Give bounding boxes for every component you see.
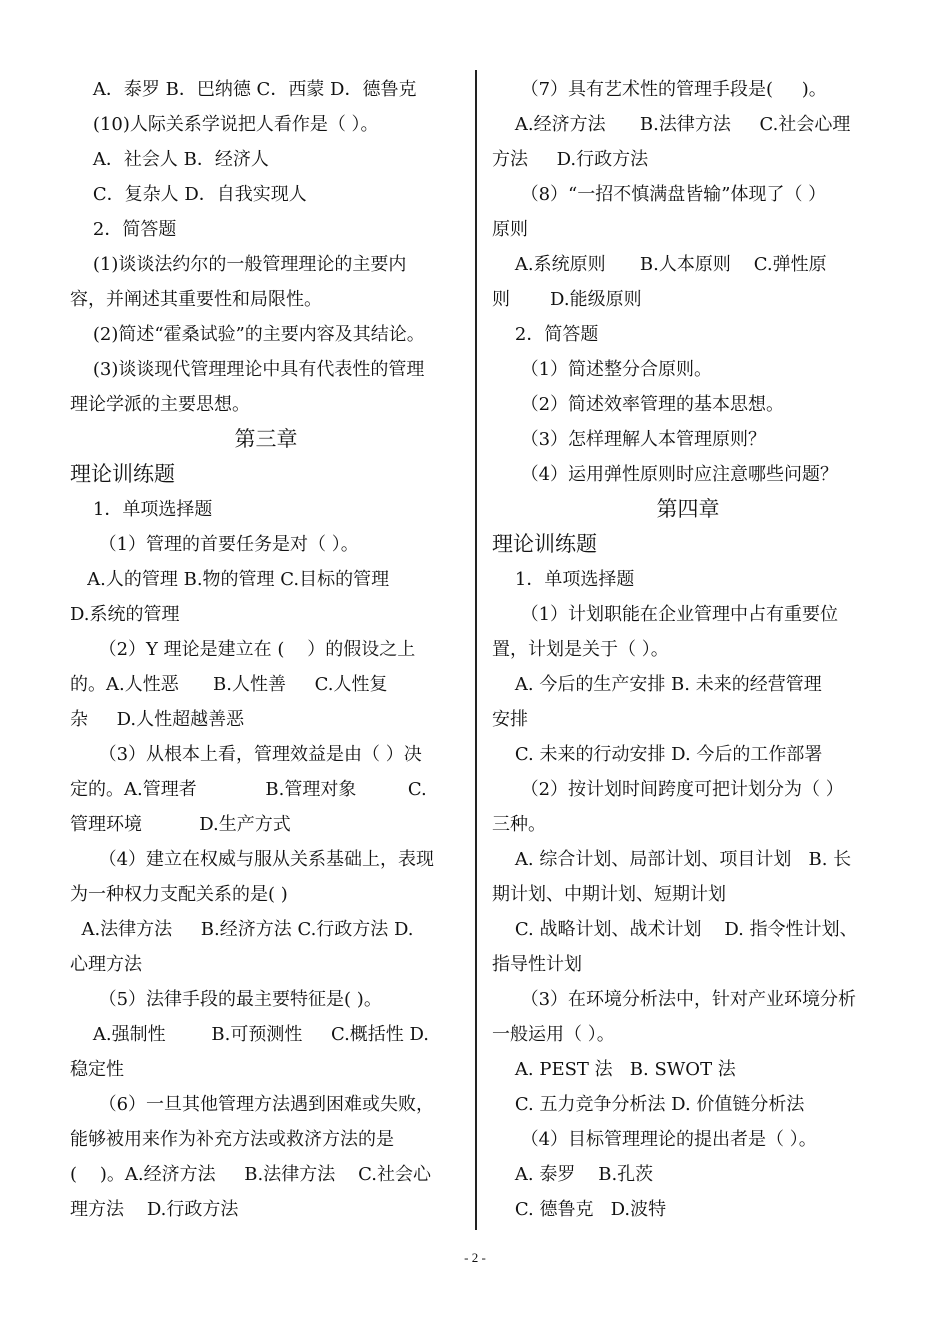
text-line: 稳定性	[70, 1059, 124, 1080]
right-column	[492, 72, 884, 1227]
text-line: A.系统原则 B.人本原则 C.弹性原	[492, 254, 827, 275]
text-line: （6）一旦其他管理方法遇到困难或失败，	[70, 1094, 435, 1115]
text-line: A.经济方法 B.法律方法 C.社会心理	[492, 114, 851, 135]
text-line: 定的。A.管理者 B.管理对象 C.	[70, 779, 427, 800]
text-line: A.法律方法 B.经济方法 C.行政方法 D.	[70, 919, 414, 940]
column-divider	[475, 70, 477, 1230]
text-line: 1．单项选择题	[70, 499, 213, 520]
text-line: （1）计划职能在企业管理中占有重要位	[492, 604, 839, 625]
text-line: 安排	[492, 709, 528, 730]
text-line: 2．简答题	[492, 324, 599, 345]
text-line: 置，计划是关于（ ）。	[492, 639, 669, 660]
text-line: 心理方法	[70, 954, 142, 975]
page-number: - 2 -	[464, 1250, 486, 1265]
text-line: A. PEST 法 B. SWOT 法	[492, 1059, 736, 1080]
text-line: C．复杂人 D．自我实现人	[70, 184, 307, 205]
text-line: （3）怎样理解人本管理原则？	[492, 429, 767, 450]
text-line: (10)人际关系学说把人看作是（ ）。	[70, 114, 379, 135]
text-line: （1）管理的首要任务是对（ ）。	[70, 534, 359, 555]
text-line: 理方法 D.行政方法	[70, 1199, 239, 1220]
text-line: 指导性计划	[492, 954, 582, 975]
text-line: A．泰罗 B．巴纳德 C．西蒙 D．德鲁克	[70, 79, 417, 100]
text-line: A.强制性 B.可预测性 C.概括性 D.	[70, 1024, 430, 1045]
text-line: 2．简答题	[70, 219, 177, 240]
text-line: （2）按计划时间跨度可把计划分为（ ）	[492, 779, 844, 800]
text-line: 方法 D.行政方法	[492, 149, 649, 170]
text-line: (3)谈谈现代管理理论中具有代表性的管理	[70, 359, 425, 380]
text-line: A．社会人 B．经济人	[70, 149, 269, 170]
text-line: （1）简述整分合原则。	[492, 359, 713, 380]
text-line: 期计划、中期计划、短期计划	[492, 884, 726, 905]
chapter-title: 第四章	[656, 497, 720, 521]
text-line: (2)简述“霍桑试验”的主要内容及其结论。	[70, 324, 425, 345]
text-line: 一般运用（ ）。	[492, 1024, 615, 1045]
text-line: A. 今后的生产安排 B. 未来的经营管理	[492, 674, 822, 695]
text-line: 1．单项选择题	[492, 569, 635, 590]
text-line: （3）在环境分析法中，针对产业环境分析	[492, 989, 857, 1010]
text-line: 容，并阐述其重要性和局限性。	[70, 289, 322, 310]
text-line: D.系统的管理	[70, 604, 180, 625]
text-line: 管理环境 D.生产方式	[70, 814, 291, 835]
text-line: C. 五力竞争分析法 D. 价值链分析法	[492, 1094, 805, 1115]
text-line: 则 D.能级原则	[492, 289, 642, 310]
section-heading: 理论训练题	[70, 462, 175, 486]
text-line: C. 未来的行动安排 D. 今后的工作部署	[492, 744, 823, 765]
text-line: C. 战略计划、战术计划 D. 指令性计划、	[492, 919, 858, 940]
text-line: (1)谈谈法约尔的一般管理理论的主要内	[70, 254, 407, 275]
text-line: （8）“一招不慎满盘皆输”体现了（ ）	[492, 184, 827, 205]
text-line: C. 德鲁克 D.波特	[492, 1199, 667, 1220]
text-line: （4）建立在权威与服从关系基础上，表现	[70, 849, 435, 870]
text-line: ( )。A.经济方法 B.法律方法 C.社会心	[70, 1164, 431, 1185]
text-line: 的。A.人性恶 B.人性善 C.人性复	[70, 674, 388, 695]
text-line: （5）法律手段的最主要特征是( )。	[70, 989, 382, 1010]
text-line: A. 综合计划、局部计划、项目计划 B. 长	[492, 849, 852, 870]
text-line: A.人的管理 B.物的管理 C.目标的管理	[70, 569, 390, 590]
text-line: 杂 D.人性超越善恶	[70, 709, 245, 730]
text-line: （4）运用弹性原则时应注意哪些问题？	[492, 464, 839, 485]
text-line: （4）目标管理理论的提出者是（ ）。	[492, 1129, 817, 1150]
text-line: 三种。	[492, 814, 546, 835]
section-heading: 理论训练题	[492, 532, 597, 556]
chapter-title: 第三章	[234, 427, 298, 451]
text-line: （2）简述效率管理的基本思想。	[492, 394, 785, 415]
text-line: （2）Y 理论是建立在 ( ）的假设之上	[70, 639, 416, 660]
text-line: A. 泰罗 B.孔茨	[492, 1164, 654, 1185]
text-line: （7）具有艺术性的管理手段是( )。	[492, 79, 827, 100]
text-line: 原则	[492, 219, 528, 240]
text-line: 理论学派的主要思想。	[70, 394, 250, 415]
text-line: 为一种权力支配关系的是( )	[70, 884, 288, 905]
left-column	[70, 72, 462, 1227]
text-line: （3）从根本上看，管理效益是由（ ）决	[70, 744, 422, 765]
text-line: 能够被用来作为补充方法或救济方法的是	[70, 1129, 394, 1150]
